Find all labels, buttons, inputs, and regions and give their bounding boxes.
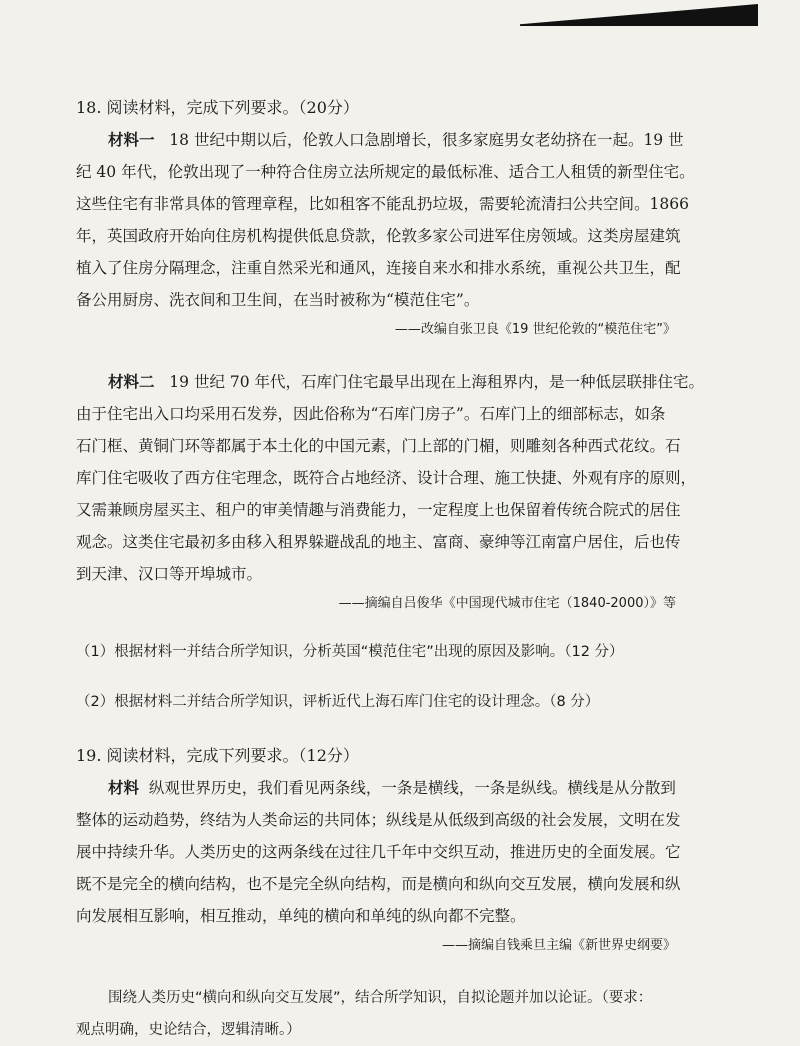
q19-material (76, 772, 681, 960)
q18-m1-line-5: 备公用厨房、洗衣间和卫生间，在当时被称为“模范住宅”。 (76, 291, 480, 309)
q18-heading: 18. 阅读材料，完成下列要求。（20分） (76, 98, 359, 117)
q18-m2-line-2: 石门框、黄铜门环等都属于本土化的中国元素，门上部的门楣，则雕刻各种西式花纹。石 (76, 437, 681, 455)
q18-m2-line-6: 到天津、汉口等开埠城市。 (76, 565, 263, 583)
q18-m1-source: ——改编自张卫良《19 世纪伦敦的“模范住宅”》 (394, 322, 676, 337)
q18-material-1 (76, 124, 695, 344)
q18-question-1: （1）根据材料一并结合所学知识，分析英国“模范住宅”出现的原因及影响。（12 分） (76, 644, 624, 660)
q19-m-line-4: 向发展相互影响，相互推动，单纯的横向和单纯的纵向都不完整。 (76, 907, 526, 925)
q19-m-line-1: 整体的运动趋势，终结为人类命运的共同体；纵线是从低级到高级的社会发展，文明在发 (76, 811, 681, 829)
q19-task-line-0: 围绕人类历史“横向和纵向交互发展”，结合所学知识，自拟论题并加以论证。（要求： (108, 990, 653, 1006)
q18-m2-line-3: 库门住宅吸收了西方住宅理念，既符合占地经济、设计合理、施工快捷、外观有序的原则， (76, 469, 697, 487)
q18-m1-line-4: 植入了住房分隔理念，注重自然采光和通风，连接自来水和排水系统，重视公共卫生，配 (76, 259, 681, 277)
q18-m1-line-2: 这些住宅有非常具体的管理章程，比如租客不能乱扔垃圾，需要轮流清扫公共空间。1866 (76, 195, 689, 213)
scan-edge-shadow (520, 4, 758, 26)
q18-m2-line-5: 观念。这类住宅最初多由移入租界躲避战乱的地主、富商、豪绅等江南富户居住，后也传 (76, 533, 681, 551)
q19-m-label: 材料 (108, 778, 140, 797)
exam-page (76, 92, 705, 1046)
q19-m-line-2: 展中持续升华。人类历史的这两条线在过往几千年中交织互动，推进历史的全面发展。它 (76, 843, 681, 861)
q19-heading: 19. 阅读材料，完成下列要求。（12分） (76, 746, 359, 765)
q19-m-line-0: 材料 纵观世界历史，我们看见两条线，一条是横线，一条是纵线。横线是从分散到 (108, 778, 676, 797)
q18-m2-label: 材料二 (108, 372, 155, 391)
q18-m1-line-0: 材料一 18 世纪中期以后，伦敦人口急剧增长，很多家庭男女老幼挤在一起。19 世 (108, 130, 684, 149)
q18-m2-line-1: 由于住宅出入口均采用石发券，因此俗称为“石库门房子”。石库门上的细部标志，如条 (76, 405, 666, 423)
q18-m1-label: 材料一 (108, 130, 155, 149)
q18-m2-source: ——摘编自吕俊华《中国现代城市住宅（1840-2000）》等 (338, 596, 676, 611)
q18-m1-line-3: 年，英国政府开始向住房机构提供低息贷款，伦敦多家公司进军住房领域。这类房屋建筑 (76, 227, 681, 245)
q19-task-line-1: 观点明确，史论结合，逻辑清晰。） (76, 1022, 301, 1038)
q19-m-source: ——摘编自钱乘旦主编《新世界史纲要》 (441, 938, 676, 953)
q18-m2-line-0: 材料二 19 世纪 70 年代，石库门住宅最早出现在上海租界内，是一种低层联排住宅。 (108, 372, 705, 391)
q18-question-2: （2）根据材料二并结合所学知识，评析近代上海石库门住宅的设计理念。（8 分） (76, 694, 600, 710)
q18-m1-line-1: 纪 40 年代，伦敦出现了一种符合住房立法所规定的最低标准、适合工人租赁的新型住宅。 (76, 163, 695, 181)
q19-m-line-3: 既不是完全的横向结构，也不是完全纵向结构，而是横向和纵向交互发展，横向发展和纵 (76, 875, 681, 893)
q18-material-2 (76, 366, 705, 618)
q18-m2-line-4: 又需兼顾房屋买主、租户的审美情趣与消费能力，一定程度上也保留着传统合院式的居住 (76, 501, 681, 519)
